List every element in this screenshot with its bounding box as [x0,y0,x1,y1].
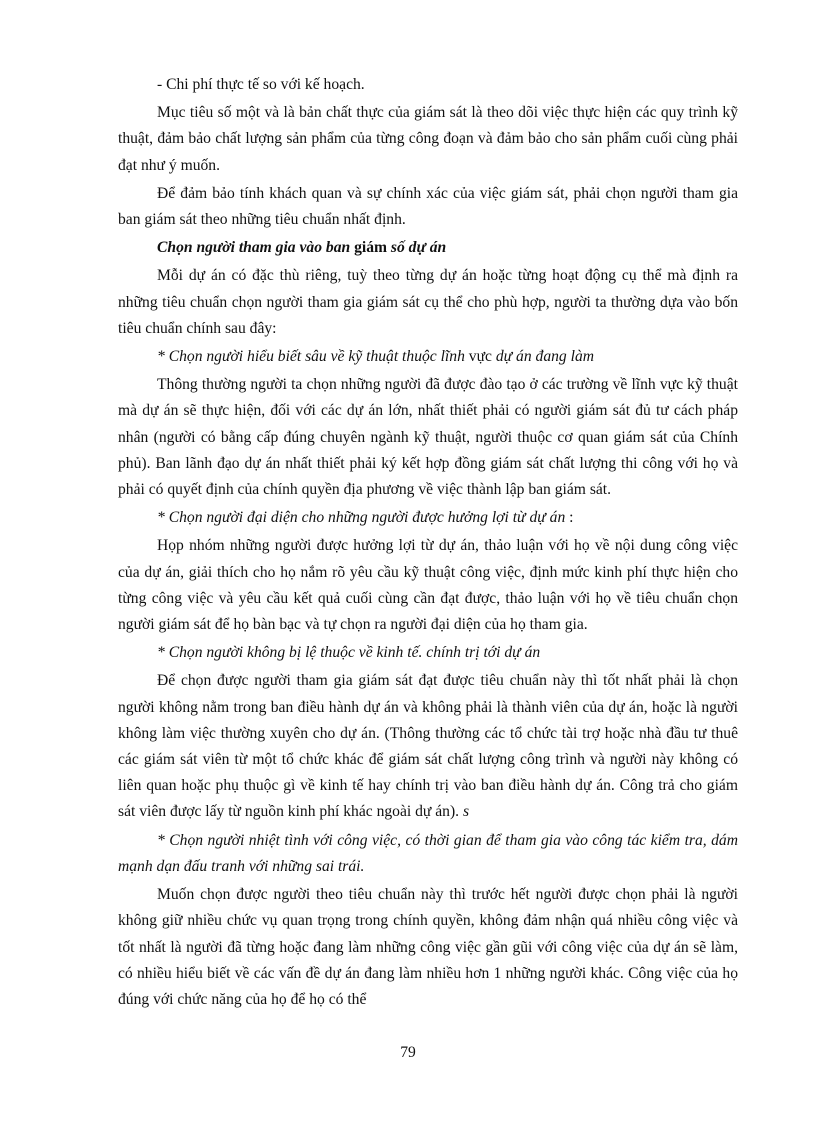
criterion-1-part-3: dự án đang làm [495,348,595,366]
paragraph-criterion-4: Muốn chọn được người theo tiêu chuẩn này thì trước hết người được chọn phải là người không giữ nhiều chức vụ quan trọng trong chính quyền, không đảm nhận quá nhiều công việc và tốt nhất là người đã từng hoặc đang làm những công việc gần gũi với công việc của dự án sẽ làm, có nhiều hiểu biết về các vấn đề dự án đang làm nhiều hơn 1 những người khác. Công việc của họ đúng với chức năng của họ để họ có thể [118,886,738,1008]
paragraph-criteria-intro: Mỗi dự án có đặc thù riêng, tuỳ theo từng dự án hoặc từng hoạt động cụ thể mà định ra những tiêu chuẩn chọn người tham gia giám sát cụ thể cho phù hợp, người ta thường dựa vào bốn tiêu chuẩn chính sau đây: [118,267,738,337]
page-body [118,72,738,1015]
section-heading-part-3: số dự án [387,239,447,257]
paragraph-cost-comparison: - Chi phí thực tế so với kế hoạch. [157,76,365,93]
criterion-2-title [118,505,738,531]
page-number: 79 [400,1044,416,1061]
criterion-2-part-1: * Chọn người đại diện cho những người được hưởng lợi từ dự án [157,509,566,527]
criterion-1-part-2: vực [464,348,496,366]
section-heading-part-1: Chọn người tham gia vào ban [157,239,351,257]
criterion-1-part-1: * Chọn người hiểu biết sâu về kỹ thuật thuộc lĩnh [157,348,465,366]
paragraph-objectivity: Để đảm bảo tính khách quan và sự chính xác của việc giám sát, phải chọn người tham gia ban giám sát theo những tiêu chuẩn nhất định. [118,184,738,229]
section-heading [118,235,738,261]
criterion-2-part-2: : [565,509,574,527]
paragraph-criterion-2: Họp nhóm những người được hưởng lợi từ dự án, thảo luận với họ về nội dung công việc của dự án, giải thích cho họ nắm rõ yêu cầu kỹ thuật công việc, định mức kinh phí thực hiện cho từng công việc và yêu cầu kết quả cuối cùng cần đạt được, thảo luận với họ về tiêu chuẩn chọn người giám sát để họ bàn bạc và tự chọn ra người đại diện của họ tham gia. [118,537,738,634]
criterion-3-title: * Chọn người không bị lệ thuộc về kinh tế. chính trị tới dự án [157,644,541,662]
paragraph-monitoring-goal: Mục tiêu số một và là bản chất thực của giám sát là theo dõi việc thực hiện các quy trình kỹ thuật, đảm bảo chất lượng sản phẩm của từng công đoạn và đảm bảo cho sản phẩm cuối cùng phải đạt như ý muốn. [118,104,738,174]
criterion-4-title: * Chọn người nhiệt tình với công việc, có thời gian để tham gia vào công tác kiểm tra, dám mạnh dạn đấu tranh với những sai trái. [118,831,738,875]
paragraph-criterion-1: Thông thường người ta chọn những người đã được đào tạo ở các trường về lĩnh vực kỹ thuật mà dự án sẽ thực hiện, đối với các dự án lớn, nhất thiết phải có người giám sát đủ tư cách pháp nhân (người có bằng cấp đúng chuyên ngành kỹ thuật, người thuộc cơ quan giám sát của Chính phủ). Ban lãnh đạo dự án nhất thiết phải ký kết hợp đồng giám sát chất lượng thi công với họ và phải có quyết định của chính quyền địa phương về việc thành lập ban giám sát. [118,376,738,499]
criterion-1-title [118,344,738,370]
paragraph-criterion-3-text: Để chọn được người tham gia giám sát đạt được tiêu chuẩn này thì tốt nhất phải là chọn người không nằm trong ban điều hành dự án và không phải là thành viên của dự án, hoặc là người không làm việc thường xuyên cho dự án. (Thông thường các tổ chức tài trợ hoặc nhà đầu tư thuê các giám sát viên từ một tổ chức khác để giám sát chất lượng công trình và người này không có liên quan hoặc phụ thuộc gì về kinh tế hay chính trị vào ban điều hành dự án. Công trả cho giám sát viên được lấy từ nguồn kinh phí khác ngoài dự án). [118,672,738,821]
section-heading-part-2: giám [350,239,388,257]
paragraph-criterion-3 [118,668,738,825]
paragraph-criterion-3-suffix: s [459,803,470,821]
